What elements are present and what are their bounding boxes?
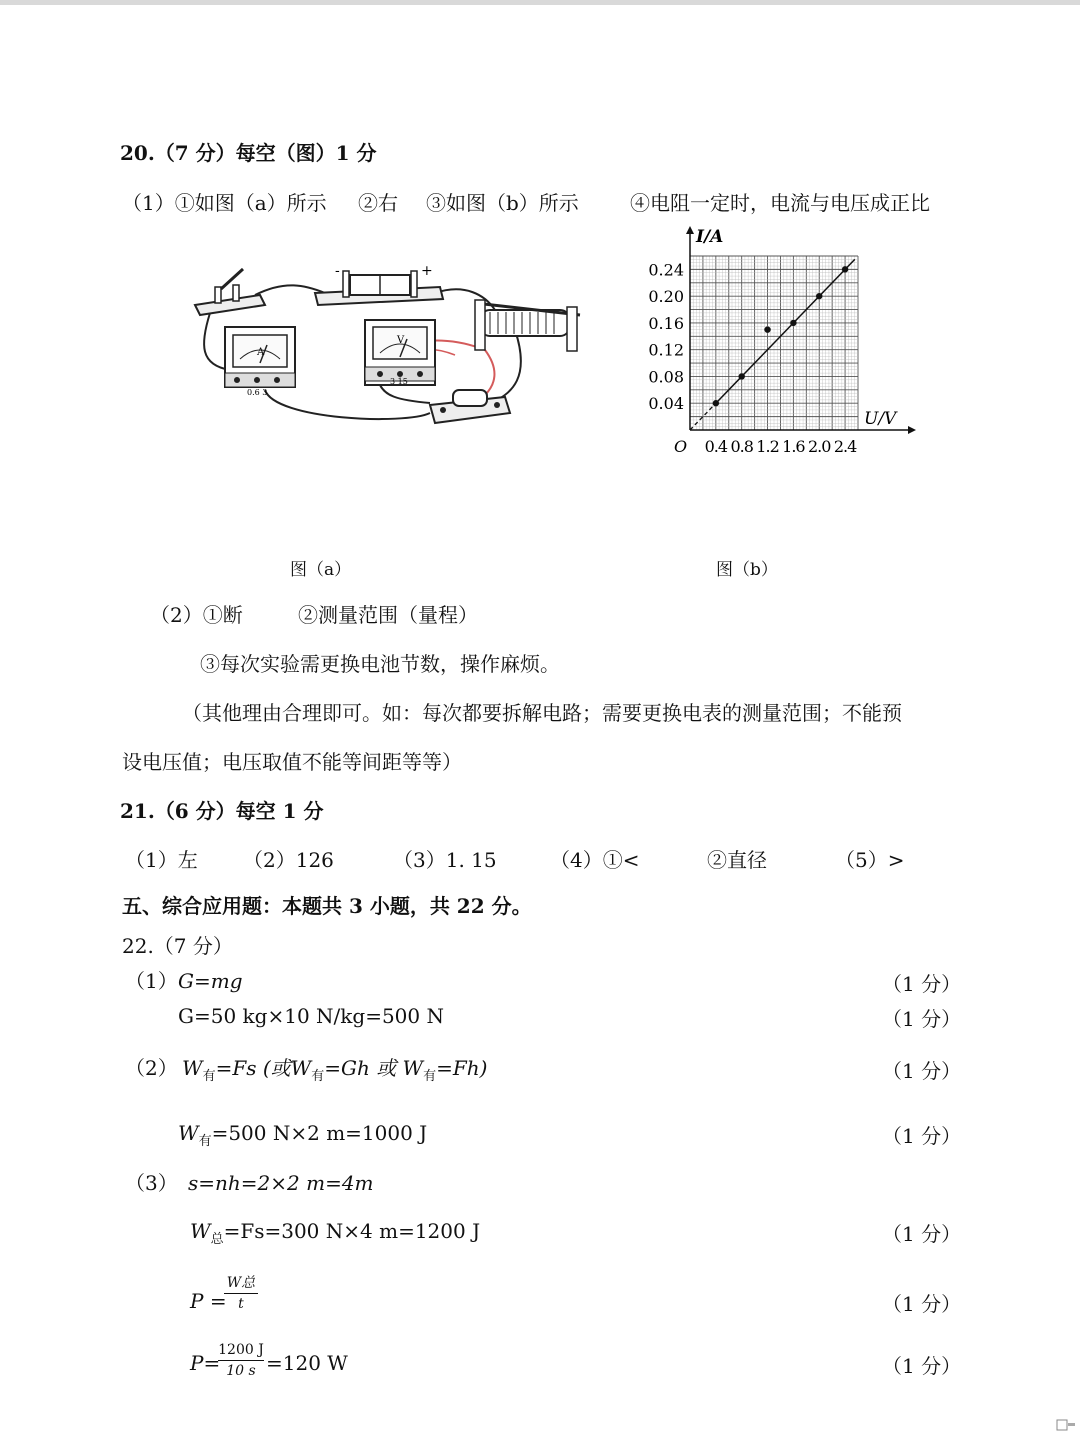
q22-p3-eq2 bbox=[190, 1218, 480, 1253]
figure-a-circuit bbox=[185, 255, 590, 435]
q22-score-3: （1 分） bbox=[882, 1059, 962, 1083]
x-axis-label: U/V bbox=[864, 409, 897, 429]
y-tick-label-6: 0.24 bbox=[648, 260, 684, 280]
battery-minus: - bbox=[335, 263, 340, 279]
origin-label: O bbox=[674, 437, 688, 456]
y-tick-label-1: 0.04 bbox=[648, 394, 684, 414]
y-tick-label-4: 0.16 bbox=[648, 313, 684, 333]
data-point-4 bbox=[790, 320, 796, 326]
q22-p2-eq2-w: W bbox=[178, 1121, 199, 1145]
voltmeter bbox=[365, 320, 435, 386]
data-point-3 bbox=[764, 326, 770, 332]
q22-p3-eq3-num: W总 bbox=[226, 1275, 256, 1291]
resistor bbox=[430, 390, 510, 423]
q22-p3-eq2-rest: =Fs=300 N×4 m=1200 J bbox=[223, 1219, 481, 1243]
q21-answer-4: （4）①< bbox=[550, 848, 640, 872]
voltmeter-terminals: 3 15 bbox=[390, 377, 408, 386]
q22-score-5: （1 分） bbox=[882, 1222, 962, 1246]
x-tick-label-5: 2.0 bbox=[808, 437, 831, 456]
data-point-5 bbox=[816, 293, 822, 299]
q22-p3-label: （3） bbox=[125, 1171, 178, 1195]
q21-answer-3: （3）1. 15 bbox=[393, 848, 497, 872]
q22-p2-eq1-rest1: =Fs (或W bbox=[215, 1056, 312, 1080]
q22-p3-eq4-num: 1200 J bbox=[218, 1342, 264, 1358]
q22-score-6: （1 分） bbox=[882, 1292, 962, 1316]
ammeter bbox=[225, 327, 295, 397]
ammeter-label: A bbox=[257, 347, 265, 358]
x-tick-label-3: 1.2 bbox=[756, 437, 779, 456]
q20-part1-a: （1）①如图（a）所示 bbox=[122, 191, 327, 215]
q22-score-7: （1 分） bbox=[882, 1354, 962, 1378]
q22-score-1: （1 分） bbox=[882, 972, 962, 996]
q21-header: 21.（6 分）每空 1 分 bbox=[120, 799, 324, 823]
q22-p2-eq1-sub2: 有 bbox=[311, 1069, 325, 1084]
q22-p2-eq1-sub3: 有 bbox=[423, 1069, 437, 1084]
battery bbox=[315, 263, 443, 305]
q22-header: 22.（7 分） bbox=[122, 934, 233, 958]
q22-p3-eq4-fraction bbox=[218, 1342, 264, 1379]
q22-p2-eq1-rest2: =Gh 或 W bbox=[324, 1056, 424, 1080]
q20-header: 20.（7 分）每空（图）1 分 bbox=[120, 141, 377, 165]
data-point-2 bbox=[738, 373, 744, 379]
y-tick-label-2: 0.08 bbox=[648, 367, 684, 387]
y-axis-arrow bbox=[686, 226, 694, 234]
q20-part2-e: 设电压值；电压取值不能等间距等等） bbox=[122, 750, 462, 774]
q22-score-2: （1 分） bbox=[882, 1007, 962, 1031]
q20-part1-b: ②右 bbox=[358, 191, 398, 215]
q20-part2-b: ②测量范围（量程） bbox=[298, 603, 478, 627]
q22-p3-eq4-den: 10 s bbox=[226, 1363, 256, 1379]
q22-p1-eq1: G=mg bbox=[178, 969, 243, 993]
q20-part2-a: （2）①断 bbox=[150, 603, 243, 627]
q22-p3-eq3-den: t bbox=[238, 1296, 244, 1312]
q22-p3-eq2-sub: 总 bbox=[210, 1232, 224, 1247]
data-point-6 bbox=[842, 266, 848, 272]
q22-p1-label: （1） bbox=[125, 969, 178, 993]
q21-answer-2: （2）126 bbox=[243, 848, 334, 872]
q22-p3-eq4-rest: =120 W bbox=[266, 1351, 348, 1375]
figure-b-caption: 图（b） bbox=[716, 560, 778, 580]
q20-part2-d: （其他理由合理即可。如：每次都要拆解电路；需要更换电表的测量范围；不能预 bbox=[182, 701, 902, 725]
figure-a-caption: 图（a） bbox=[290, 560, 352, 580]
switch bbox=[195, 269, 265, 315]
x-tick-label-4: 1.6 bbox=[782, 437, 805, 456]
q21-answers-row bbox=[125, 847, 925, 873]
q22-p2-eq2 bbox=[178, 1120, 427, 1155]
x-axis-arrow bbox=[908, 426, 916, 434]
q22-p2-eq1-rest3: =Fh) bbox=[436, 1056, 488, 1080]
q21-answer-5: ②直径 bbox=[707, 848, 767, 872]
x-tick-label-2: 0.8 bbox=[730, 437, 753, 456]
q22-p1-eq2: G=50 kg×10 N/kg=500 N bbox=[178, 1004, 444, 1028]
q22-score-4: （1 分） bbox=[882, 1124, 962, 1148]
q20-part2-c: ③每次实验需更换电池节数，操作麻烦。 bbox=[200, 652, 560, 676]
q21-answer-1: （1）左 bbox=[125, 848, 198, 872]
q22-p2-label: （2） bbox=[125, 1056, 178, 1080]
y-tick-label-5: 0.20 bbox=[648, 287, 684, 307]
voltmeter-label: V bbox=[397, 335, 405, 346]
section5-header: 五、综合应用题：本题共 3 小题，共 22 分。 bbox=[122, 894, 532, 918]
q22-p2-eq1 bbox=[182, 1055, 487, 1090]
corner-watermark-icon bbox=[1056, 1418, 1076, 1434]
x-tick-label-1: 0.4 bbox=[704, 437, 728, 456]
fit-line bbox=[716, 259, 855, 403]
ammeter-terminals: 0.6 3 bbox=[247, 388, 268, 397]
q22-p2-eq2-sub: 有 bbox=[198, 1134, 212, 1149]
q22-p3-eq1: s=nh=2×2 m=4m bbox=[188, 1171, 374, 1195]
data-point-1 bbox=[713, 400, 719, 406]
rheostat bbox=[475, 300, 580, 351]
q20-part2-row bbox=[150, 602, 750, 628]
q20-part1-c: ③如图（b）所示 bbox=[426, 191, 579, 215]
q20-part1-row bbox=[122, 190, 1022, 216]
q22-p3-eq3-lhs: P = bbox=[190, 1289, 227, 1313]
top-edge-bar bbox=[0, 0, 1080, 5]
y-axis-label: I/A bbox=[696, 227, 724, 247]
q22-p2-eq2-rest: =500 N×2 m=1000 J bbox=[211, 1121, 428, 1145]
q22-p3-eq2-w: W bbox=[190, 1219, 211, 1243]
battery-plus: + bbox=[421, 263, 433, 279]
q20-part1-d: ④电阻一定时，电流与电压成正比 bbox=[630, 191, 930, 215]
x-tick-label-6: 2.4 bbox=[833, 437, 857, 456]
q22-p3-eq3-fraction bbox=[224, 1275, 258, 1312]
q22-p2-eq1-sub: 有 bbox=[202, 1069, 216, 1084]
y-tick-label-3: 0.12 bbox=[648, 340, 684, 360]
q22-p3-eq4-lhs: P= bbox=[190, 1351, 221, 1375]
q21-answer-6: （5）> bbox=[835, 848, 905, 872]
figure-b-chart bbox=[630, 225, 920, 460]
q22-p2-eq1-w: W bbox=[182, 1056, 203, 1080]
